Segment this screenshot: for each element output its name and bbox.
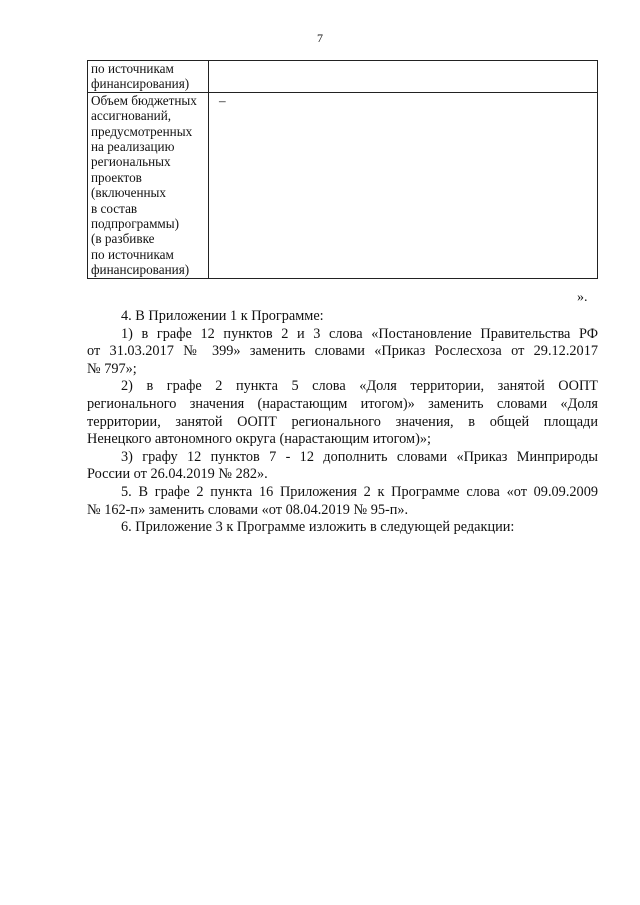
paragraph-item-4-2 [87,378,598,448]
table-cell-label [88,61,209,93]
paragraph-item-6 [87,519,598,537]
table-cell-label [88,92,209,278]
table-cell-value [209,61,598,93]
cell-text-line: ассигнований, [91,108,172,124]
cell-text-line: финансирования) [91,76,190,92]
paragraph-line: 1) в графе 12 пунктов 2 и 3 слова «Постановление Правительства РФ [121,325,598,342]
page-number: 7 [317,31,323,45]
paragraph-line: 6. Приложение 3 к Программе изложить в следующей редакции: [121,519,515,536]
paragraph-line: 3) графу 12 пунктов 7 - 12 дополнить словами «Приказ Минприроды [121,448,598,465]
cell-text-line: региональных [91,154,171,170]
cell-text-line: (включенных [91,185,167,201]
table-row-regional-projects-budget [88,92,598,278]
cell-text-line: проектов [91,169,142,185]
cell-text-line: Объем бюджетных [91,92,197,108]
paragraph-line: № 162-п» заменить словами «от 08.04.2019 № 95-п». [87,501,409,518]
program-passport-table [87,60,598,279]
cell-text-line: на реализацию [91,139,175,155]
cell-text-line: подпрограммы) [91,216,180,232]
cell-text-line: предусмотренных [91,123,193,139]
paragraph-line: Ненецкого автономного округа (нарастающим итогом)»; [87,431,431,448]
paragraph-line: регионального значения (нарастающим итогом)» заменить словами «Доля [87,395,598,412]
amendments-body [87,308,598,537]
paragraph-line: 5. В графе 2 пункта 16 Приложения 2 к Программе слова «от 09.09.2009 [121,483,598,500]
closing-quote: ». [577,290,588,305]
paragraph-line: 2) в графе 2 пункта 5 слова «Доля территории, занятой ООПТ [121,378,598,395]
paragraph-line: территории, занятой ООПТ регионального значения, в общей площади [87,413,598,430]
paragraph-item-4-3 [87,449,598,484]
cell-text-line: в состав [91,200,138,216]
paragraph-line: № 797»; [87,360,137,377]
paragraph-item-4 [87,308,598,326]
cell-text-line: по источникам [91,61,174,76]
paragraph-line: 4. В Приложении 1 к Программе: [121,308,324,324]
table-row-financing-sources [88,61,598,93]
paragraph-line: от 31.03.2017 № 399» заменить словами «Приказ Рослесхоза от 29.12.2017 [87,343,598,360]
cell-text-line: по источникам [91,246,174,262]
cell-text-line: (в разбивке [91,231,155,247]
paragraph-item-4-1 [87,326,598,379]
paragraph-line: России от 26.04.2019 № 282». [87,466,268,483]
cell-text-line: финансирования) [91,262,190,278]
table-cell-value-dash: – [209,92,598,278]
paragraph-item-5 [87,484,598,519]
